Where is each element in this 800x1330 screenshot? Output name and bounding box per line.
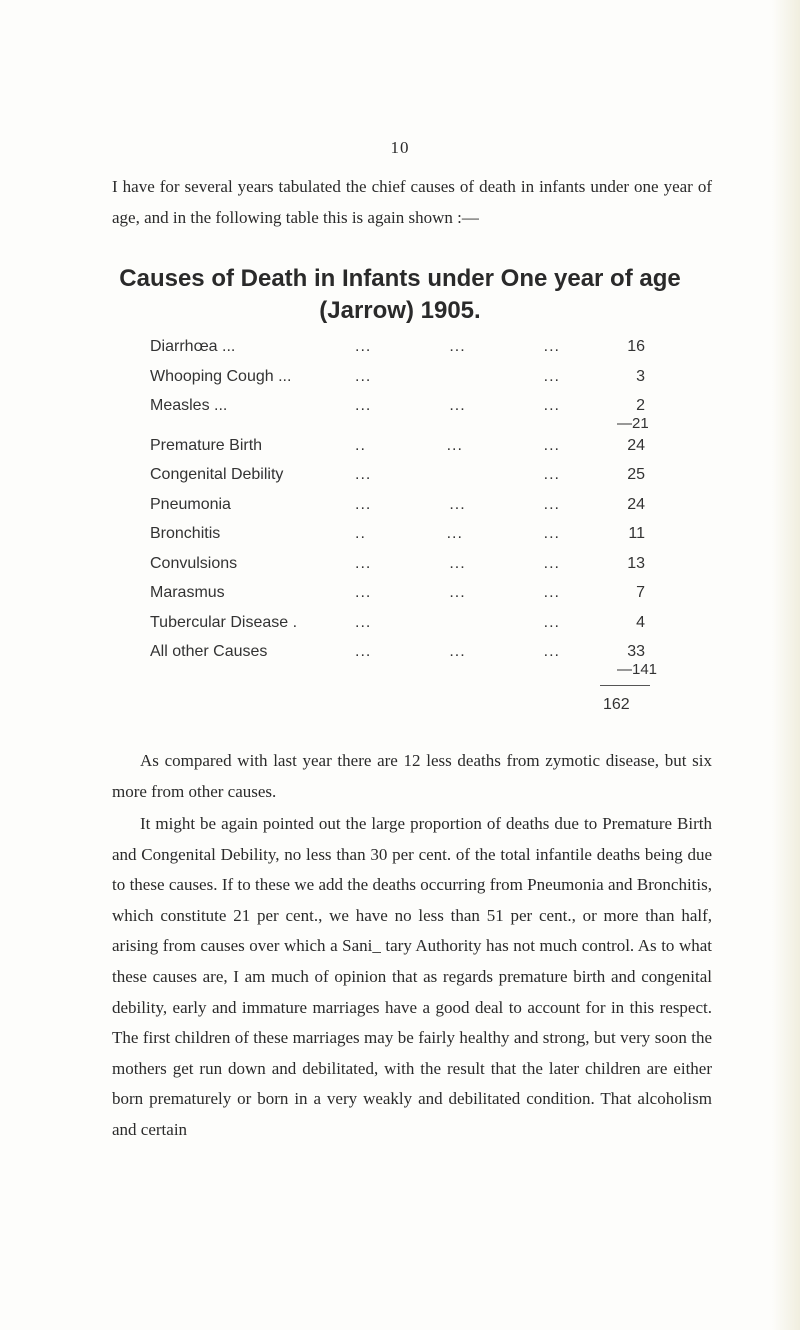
dot-leader-segment: ... <box>543 338 560 355</box>
dot-leader-segment: ... <box>543 643 560 660</box>
dot-leader-segment: ... <box>355 613 372 631</box>
dot-leader <box>355 490 560 520</box>
dot-leader-segment: .. <box>355 525 366 542</box>
dot-leader <box>355 608 560 638</box>
dot-leader-segment: ... <box>355 643 372 660</box>
grand-total-row <box>150 690 690 720</box>
table-row <box>150 578 690 608</box>
death-count: 24 <box>627 436 645 454</box>
death-count: 24 <box>627 495 645 513</box>
zymotic-subtotal: —21 <box>617 414 649 432</box>
table-title: Causes of Death in Infants under One year of age <box>119 265 681 292</box>
dot-leader-segment: ... <box>543 525 560 542</box>
other-causes-group <box>150 431 690 667</box>
intro-paragraph: I have for several years tabulated the chief causes of death in infants under one year of age, and in the following table this is again shown :— <box>112 177 712 227</box>
dot-leader-segment: ... <box>355 554 372 572</box>
dot-leader <box>355 549 560 579</box>
cause-label: Tubercular Disease . <box>150 613 298 631</box>
page-edge-shadow <box>772 0 800 1330</box>
table-row <box>150 362 690 392</box>
dot-leader-segment: ... <box>449 584 466 601</box>
cause-label: Congenital Debility <box>150 466 284 483</box>
dot-leader-segment: ... <box>446 525 463 542</box>
dot-leader-segment: ... <box>449 338 466 355</box>
dot-leader-segment: ... <box>355 495 372 513</box>
cause-label: Marasmus <box>150 584 225 601</box>
total-rule <box>600 685 650 686</box>
death-count: 33 <box>627 643 645 660</box>
zymotic-group <box>150 332 690 421</box>
dot-leader-segment: ... <box>449 495 466 513</box>
comparison-paragraph: As compared with last year there are 12 less deaths from zymotic disease, but six more from other causes. <box>112 751 712 801</box>
death-count: 13 <box>627 554 645 572</box>
dot-leader-segment: ... <box>355 338 372 355</box>
discussion-paragraph: It might be again pointed out the large proportion of deaths due to Premature Birth and Congenital Debility, no less than 30 per cent. of the total infantile deaths being due to these causes. If to these we add the deaths occurring from Pneumonia and Bronchitis, which constitute 21 per cent., we have no less than 51 per cent., or more than half, arising from causes over which a Sani_ tary Authority has not much control. As to what these causes are, I am much of opinion that as regards premature birth and congenital debility, early and immature marriages have a good deal to account for in this respect. The first children of these marriages may be fairly healthy and strong, but very soon the mothers get run down and debilitated, with the result that the later children are either born prematurely or born in a very weakly and debilitated condition. That alcoholism and certain <box>112 814 712 1139</box>
grand-total: 162 <box>603 695 630 713</box>
dot-leader-segment: ... <box>543 436 560 454</box>
dot-leader-segment: ... <box>543 466 560 483</box>
death-count: 11 <box>628 525 645 542</box>
dot-leader <box>355 362 560 392</box>
dot-leader <box>355 431 560 461</box>
other-subtotal: —141 <box>617 660 658 678</box>
death-count: 2 <box>636 397 645 414</box>
dot-leader-segment: ... <box>449 554 466 572</box>
dot-leader <box>355 578 560 608</box>
death-count: 4 <box>636 613 645 631</box>
dot-leader-segment: .. <box>355 436 366 454</box>
table-row <box>150 549 690 579</box>
dot-leader <box>355 519 560 549</box>
dot-leader-segment: ... <box>355 584 372 601</box>
table-row <box>150 332 690 362</box>
cause-label: Measles ... <box>150 397 228 414</box>
table-row <box>150 460 690 490</box>
dot-leader-segment: ... <box>543 495 560 513</box>
dot-leader <box>355 332 560 362</box>
cause-label: Bronchitis <box>150 525 221 542</box>
dot-leader-segment: ... <box>543 613 560 631</box>
death-count: 25 <box>627 466 645 483</box>
dot-leader-segment: ... <box>355 397 372 414</box>
dot-leader-segment: ... <box>543 584 560 601</box>
dot-leader-segment: ... <box>543 397 560 414</box>
table-row <box>150 490 690 520</box>
cause-label: Convulsions <box>150 554 238 572</box>
cause-label: Pneumonia <box>150 495 231 513</box>
table-subtitle: (Jarrow) 1905. <box>319 297 481 324</box>
death-count: 16 <box>627 338 645 355</box>
dot-leader-segment: ... <box>543 554 560 572</box>
table-row <box>150 431 690 461</box>
dot-leader-segment: ... <box>355 466 372 483</box>
dot-leader-segment: ... <box>355 367 372 385</box>
dot-leader-segment: ... <box>449 643 466 660</box>
causes-of-death-table <box>150 332 690 720</box>
death-count: 3 <box>636 367 645 385</box>
dot-leader-segment: ... <box>446 436 463 454</box>
death-count: 7 <box>636 584 645 601</box>
cause-label: Diarrhœa ... <box>150 338 236 355</box>
page-number: 10 <box>390 138 410 157</box>
cause-label: All other Causes <box>150 643 268 660</box>
dot-leader <box>355 460 560 490</box>
table-row <box>150 519 690 549</box>
dot-leader-segment: ... <box>449 397 466 414</box>
other-subtotal-row <box>150 661 690 679</box>
dot-leader-segment: ... <box>543 367 560 385</box>
cause-label: Premature Birth <box>150 436 263 454</box>
cause-label: Whooping Cough ... <box>150 367 292 385</box>
table-row <box>150 608 690 638</box>
